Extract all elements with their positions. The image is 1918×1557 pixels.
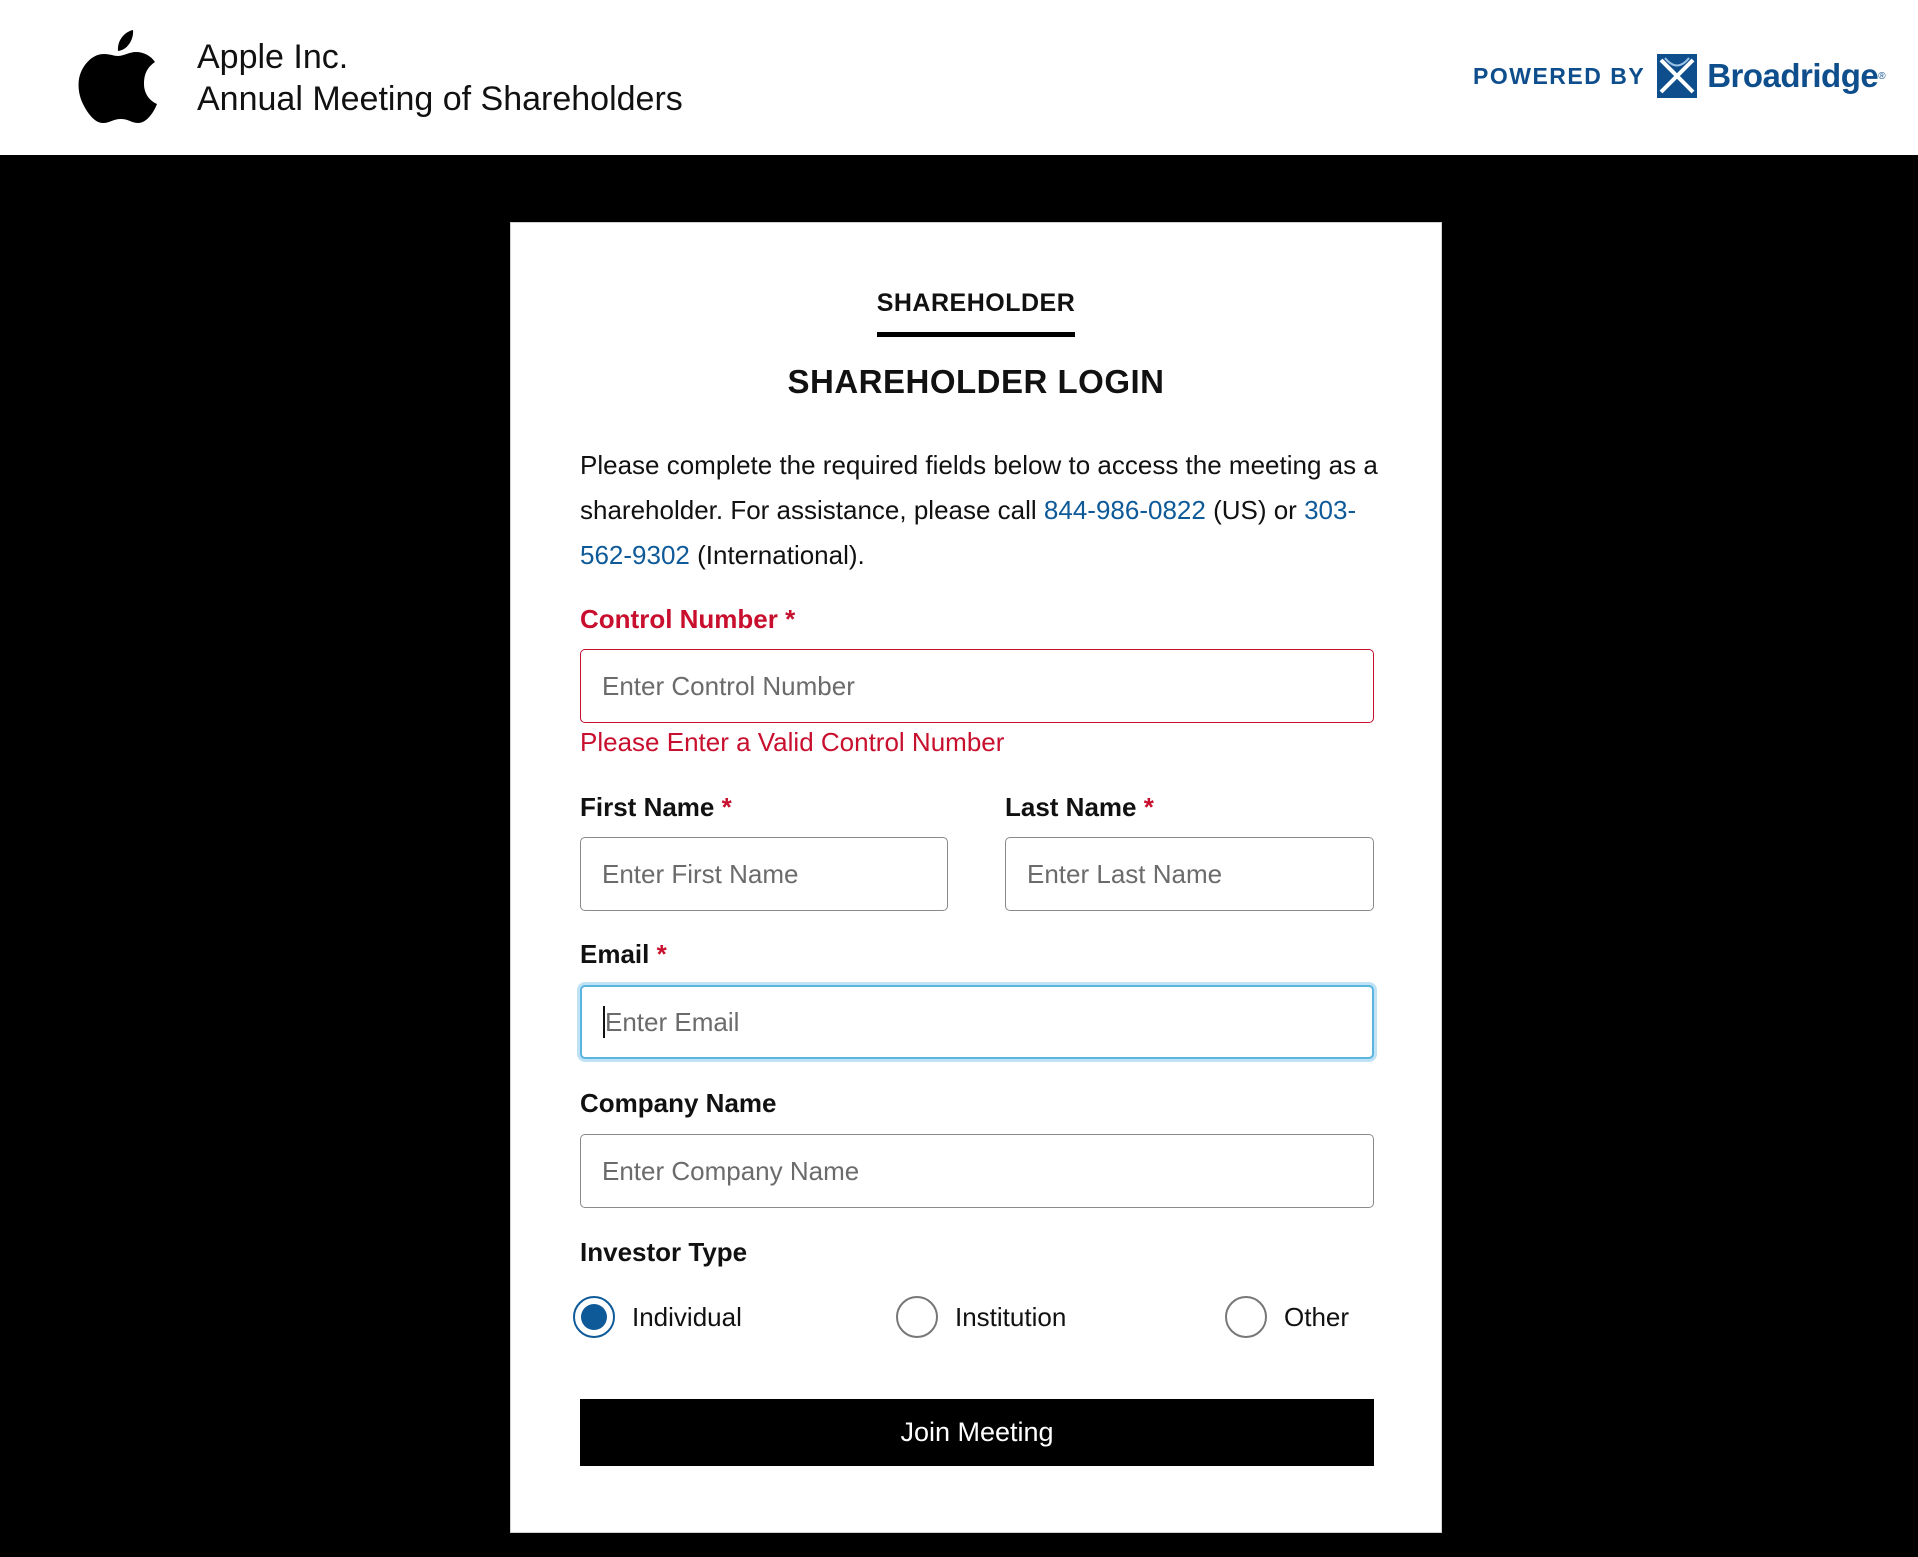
required-asterisk: * <box>656 939 667 969</box>
control-number-label-text: Control Number <box>580 604 778 634</box>
radio-individual[interactable] <box>573 1296 742 1338</box>
site-header <box>0 0 1918 155</box>
company-name: Apple Inc. <box>197 38 349 76</box>
last-name-placeholder: Enter Last Name <box>1027 858 1223 889</box>
intro-text <box>580 443 1380 578</box>
first-name-label <box>580 792 732 823</box>
powered-by-label: POWERED BY <box>1473 62 1646 89</box>
page-title: SHAREHOLDER LOGIN <box>787 363 1165 400</box>
investor-type-label: Investor Type <box>580 1237 748 1267</box>
apple-logo-icon <box>78 26 158 124</box>
radio-other-label: Other <box>1284 1301 1350 1332</box>
radio-institution-label: Institution <box>955 1301 1067 1332</box>
intro-text-part-2: (US) or <box>1205 495 1305 525</box>
tab-shareholder-container <box>511 289 1441 337</box>
control-number-label <box>580 604 795 635</box>
powered-by-broadridge[interactable] <box>1473 54 1886 98</box>
radio-unchecked-icon[interactable] <box>896 1296 938 1338</box>
last-name-label <box>1005 792 1154 823</box>
company-name-placeholder: Enter Company Name <box>602 1155 860 1186</box>
first-name-label-text: First Name <box>580 792 715 822</box>
last-name-input[interactable] <box>1005 837 1374 911</box>
login-card <box>510 222 1442 1533</box>
radio-individual-label: Individual <box>632 1301 742 1332</box>
company-name-label <box>580 1088 777 1119</box>
last-name-label-text: Last Name <box>1005 792 1137 822</box>
tab-shareholder[interactable]: SHAREHOLDER <box>877 289 1076 337</box>
radio-unchecked-icon[interactable] <box>1225 1296 1267 1338</box>
intro-text-part-3: (International). <box>689 540 865 570</box>
required-asterisk: * <box>721 792 732 822</box>
broadridge-logo-icon <box>1657 54 1697 98</box>
required-asterisk: * <box>1143 792 1154 822</box>
phone-intl-link[interactable]: 303-562-9302 <box>580 495 1357 570</box>
broadridge-name: Broadridge <box>1707 57 1879 94</box>
company-name-label-text: Company Name <box>580 1088 777 1118</box>
email-label <box>580 939 667 970</box>
control-number-input[interactable] <box>580 649 1374 723</box>
radio-institution[interactable] <box>896 1296 1066 1338</box>
control-number-placeholder: Enter Control Number <box>602 670 855 701</box>
phone-us-link[interactable]: 844-986-0822 <box>1043 495 1206 525</box>
intro-text-part-1: Please complete the required fields below to access the meeting as a shareholder. For assistance, please call <box>580 450 1378 525</box>
email-placeholder: Enter Email <box>605 1006 740 1037</box>
header-titles <box>197 36 683 120</box>
event-name: Annual Meeting of Shareholders <box>197 80 683 118</box>
control-number-error: Please Enter a Valid Control Number <box>580 727 1005 757</box>
radio-other[interactable] <box>1225 1296 1349 1338</box>
join-meeting-button[interactable]: Join Meeting <box>580 1399 1374 1466</box>
investor-type-radio-group <box>573 1296 1393 1346</box>
first-name-placeholder: Enter First Name <box>602 858 799 889</box>
company-name-input[interactable] <box>580 1134 1374 1208</box>
registered-mark: ® <box>1878 70 1886 82</box>
first-name-input[interactable] <box>580 837 948 911</box>
email-label-text: Email <box>580 939 650 969</box>
email-input[interactable] <box>580 985 1374 1059</box>
radio-checked-icon[interactable] <box>573 1296 615 1338</box>
required-asterisk: * <box>785 604 796 634</box>
